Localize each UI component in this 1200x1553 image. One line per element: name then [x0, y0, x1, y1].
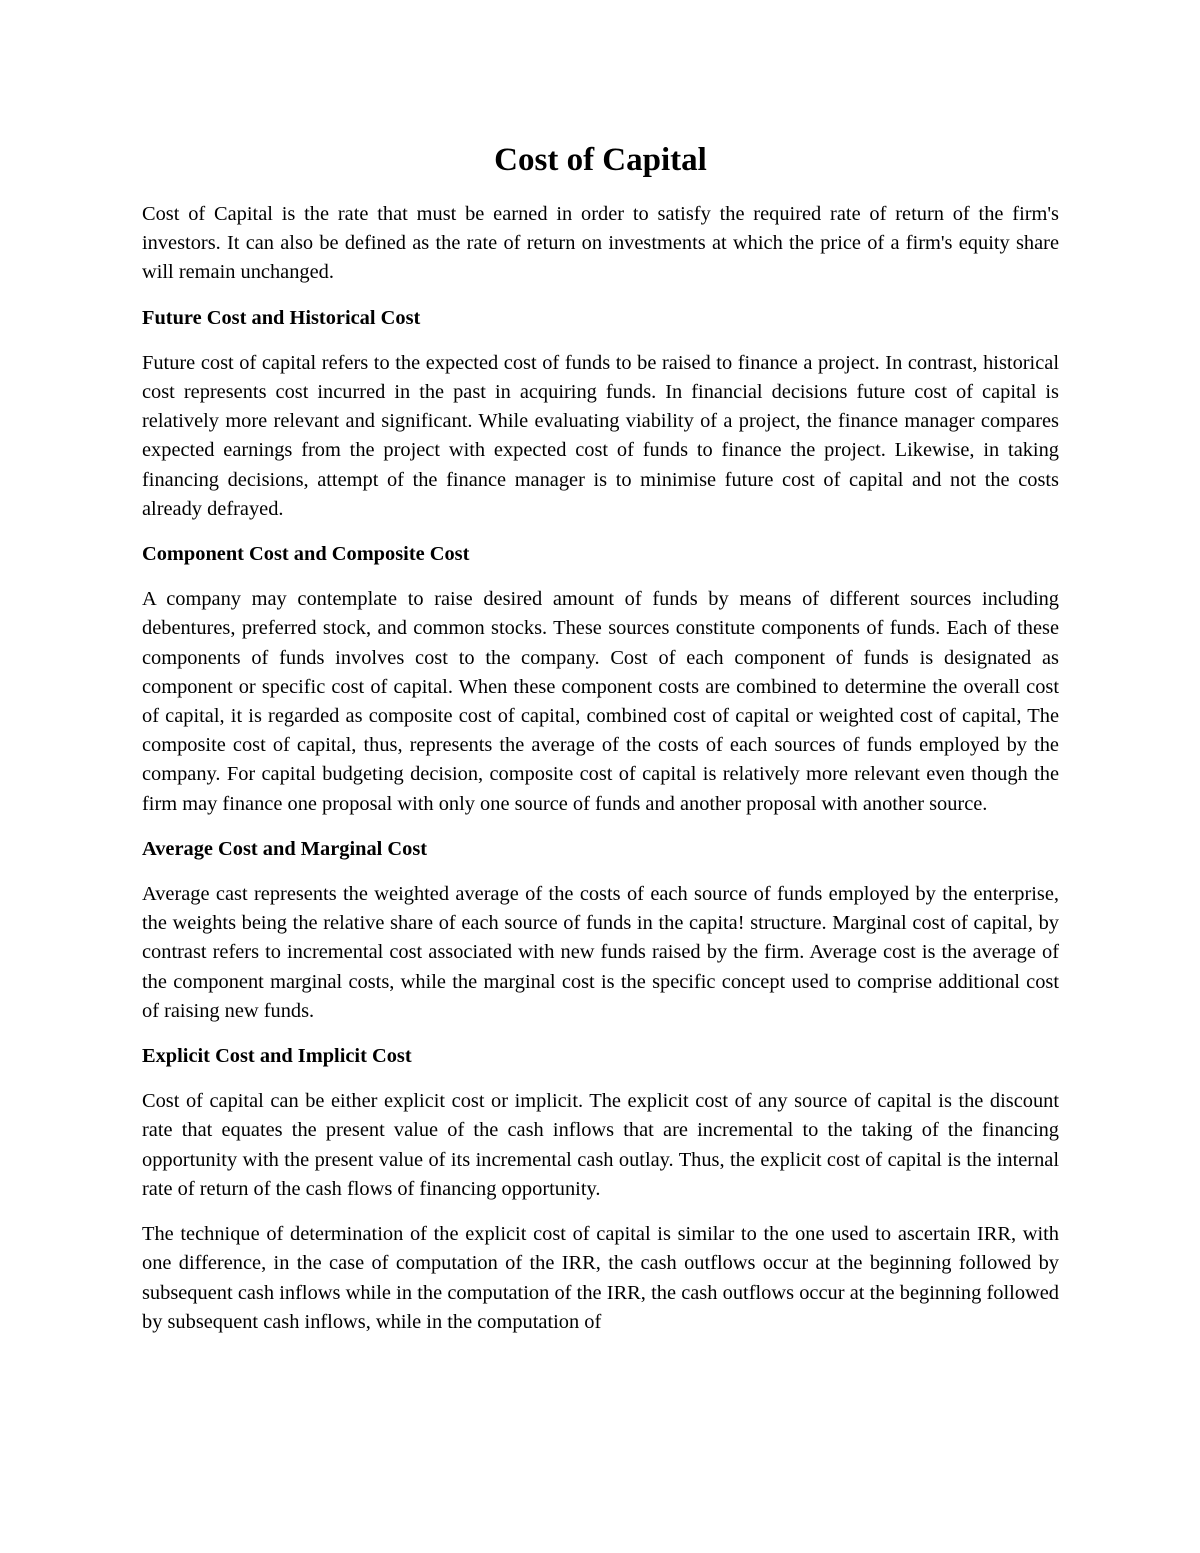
- section-heading-future-historical: Future Cost and Historical Cost: [142, 306, 421, 329]
- section-paragraph: A company may contemplate to raise desired amount of funds by means of different sources including debentures, preferred stock, and common stocks. These sources constitute components of funds. Each of these components of funds involves cost to the company. Cost of each component of funds is designated as component or specific cost of capital. When these component costs are combined to determine the overall cost of capital, it is regarded as composite cost of capital, combined cost of capital or weighted cost of capital, The composite cost of capital, thus, represents the average of the costs of each sources of funds employed by the company. For capital budgeting decision, composite cost of capital is relatively more relevant even though the firm may finance one proposal with only one source of funds and another proposal with another source.: [142, 588, 1059, 815]
- section-paragraph: Cost of capital can be either explicit cost or implicit. The explicit cost of any source of capital is the discount rate that equates the present value of the cash inflows that are incremental to the taking of the financing opportunity with the present value of its incremental cash outlay. Thus, the explicit cost of capital is the internal rate of return of the cash flows of financing opportunity.: [142, 1090, 1059, 1200]
- document-page: [142, 138, 1059, 1353]
- intro-paragraph: Cost of Capital is the rate that must be earned in order to satisfy the required rate of return of the firm's investors. It can also be defined as the rate of return on investments at which the price of a firm's equity share will remain unchanged.: [142, 203, 1059, 284]
- section-heading-explicit-implicit: Explicit Cost and Implicit Cost: [142, 1045, 412, 1068]
- section-heading-component-composite: Component Cost and Composite Cost: [142, 543, 470, 566]
- section-paragraph: The technique of determination of the explicit cost of capital is similar to the one used to ascertain IRR, with one difference, in the case of computation of the IRR, the cash outflows occur at the beginning followed by subsequent cash inflows while in the computation of the IRR, the cash outflows occur at the beginning followed by subsequent cash inflows, while in the computation of: [142, 1223, 1059, 1333]
- section-paragraph: Future cost of capital refers to the expected cost of funds to be raised to finance a project. In contrast, historical cost represents cost incurred in the past in acquiring funds. In financial decisions future cost of capital is relatively more relevant and significant. While evaluating viability of a project, the finance manager compares expected earnings from the project with expected cost of funds to finance the project. Likewise, in taking financing decisions, attempt of the finance manager is to minimise future cost of capital and not the costs already defrayed.: [142, 351, 1059, 520]
- document-title: Cost of Capital: [494, 142, 707, 178]
- section-paragraph: Average cast represents the weighted average of the costs of each source of funds employed by the enterprise, the weights being the relative share of each source of funds in the capita! structure. Marginal cost of capital, by contrast refers to incremental cost associated with new funds raised by the firm. Average cost is the average of the component marginal costs, while the marginal cost is the specific concept used to comprise additional cost of raising new funds.: [142, 883, 1059, 1022]
- section-heading-average-marginal: Average Cost and Marginal Cost: [142, 837, 428, 860]
